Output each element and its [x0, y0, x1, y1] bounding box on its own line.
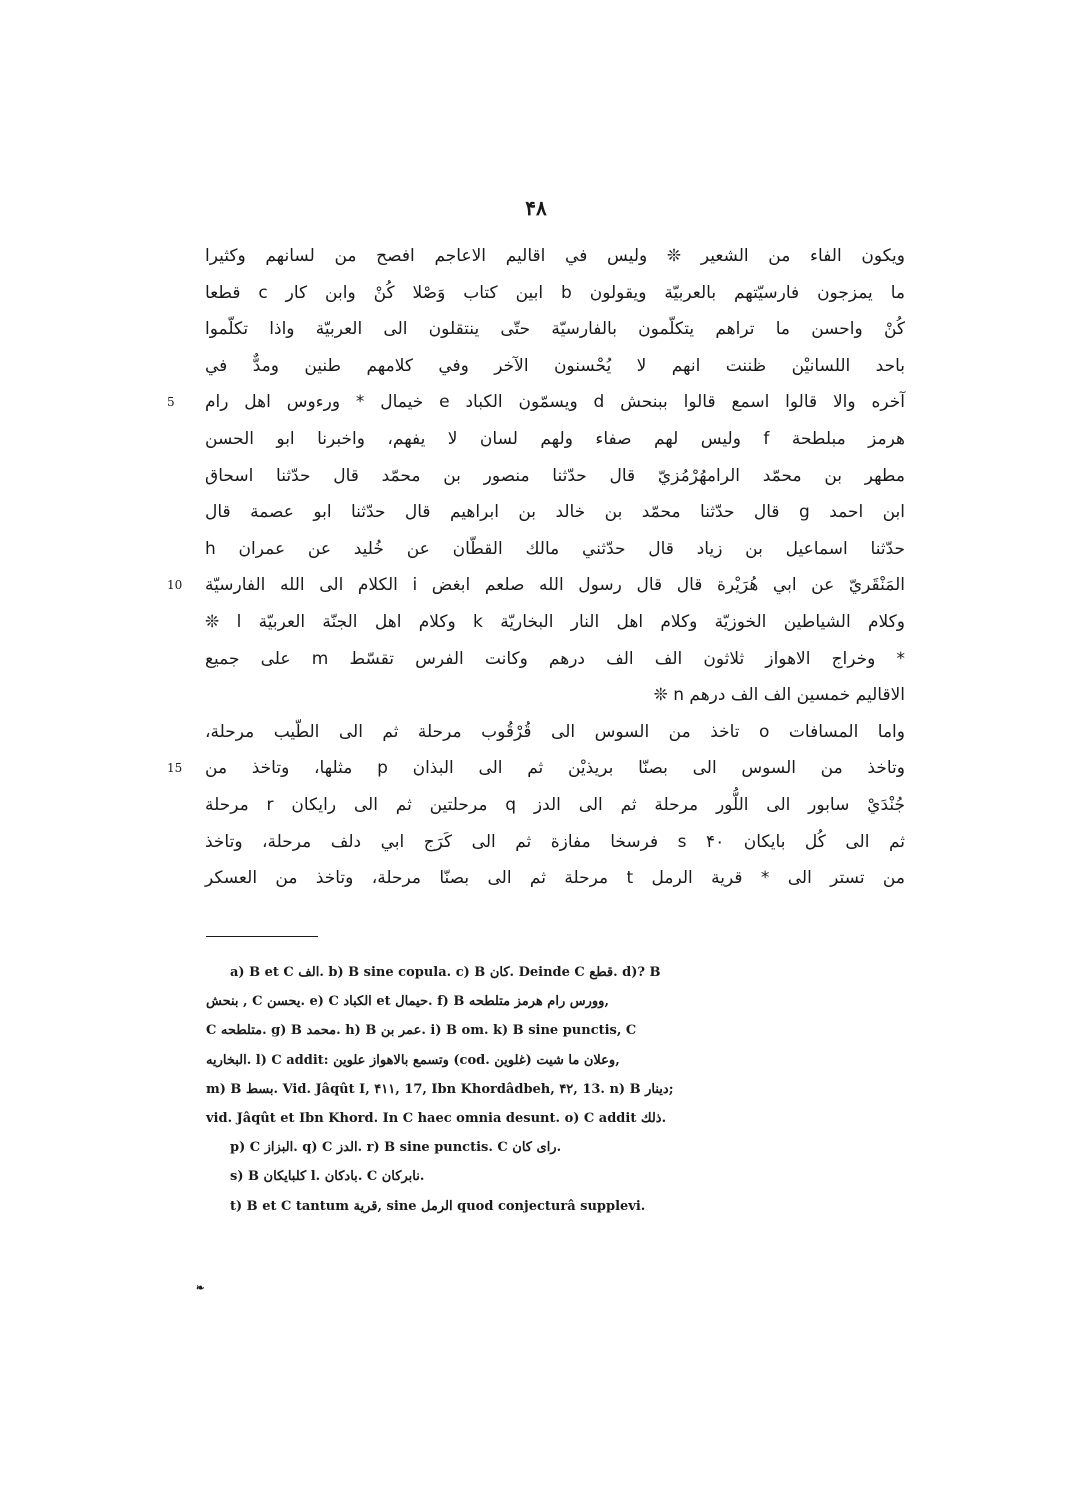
arabic-line-text: حدّثنا اسماعيل بن زياد قال حدّثني مالك القطّان عن خُليد عن عمران h [205, 538, 905, 559]
arabic-line [205, 275, 905, 312]
arabic-line-text: مطهر بن محمّد الرامهُرْمُزيّ قال حدّثنا منصور بن محمّد قال حدّثنا اسحاق [205, 465, 905, 486]
footnote-line: بنحش , C يحسن. e) C الكباد et حيمال. f) B وورس رام هرمز متلطحه, [206, 994, 609, 1010]
footnotes [206, 958, 866, 1221]
arabic-line [167, 567, 905, 604]
footnote-line: البخاريه. l) C addit: وتسمع بالاهواز علوين (cod. غلوين) وعلان ما شيت, [206, 1052, 620, 1068]
arabic-line [205, 458, 905, 495]
arabic-line-text: كُنْ واحسن ما تراهم يتكلّمون بالفارسيّة حتّى ينتقلون الى العربيّة واذا تكلّموا [205, 319, 905, 340]
line-number: 5 [167, 395, 175, 410]
arabic-line-text: جُنْدَيْ سابور الى اللُّور مرحلة ثم الى الدز q مرحلتين ثم الى رايكان r مرحلة [205, 794, 906, 815]
arabic-line-text: ابن احمد g قال حدّثنا محمّد بن خالد بن ابراهيم قال حدّثنا ابو عصمة قال [205, 502, 906, 523]
arabic-line-text: المَنْقَريّ عن ابي هُرَيْرة قال قال رسول الله صلعم ابغض i الكلام الى الله الفارسيّة [205, 575, 905, 596]
arabic-line-text: ويكون الفاء من الشعير ❊ وليس في اقاليم الاعاجم افصح من لسانهم وكثيرا [205, 246, 905, 266]
arabic-line-text: باحد اللسانيْن ظننت انهم لا يُحْسنون الآخر وفي كلامهم طنين ومدٌّ في [205, 355, 905, 376]
arabic-line [205, 421, 905, 458]
arabic-line [205, 604, 905, 641]
arabic-line [205, 494, 905, 531]
arabic-line-text: * وخراج الاهواز ثلاثون الف الف درهم وكانت الفرس تقسّط m على جميع [205, 648, 905, 669]
printer-mark-icon: ❧ [196, 1283, 205, 1294]
footnote-line: p) C البزاز. q) C الدز. r) B sine punctis. C راى كان. [230, 1140, 562, 1156]
arabic-line [205, 860, 905, 897]
arabic-line-text: الاقاليم خمسين الف الف درهم n ❊ [653, 685, 905, 706]
arabic-line [205, 677, 905, 714]
footnote-line: a) B et C الف. b) B sine copula. c) B كان. Deinde C قطع. d)? B [230, 965, 661, 980]
arabic-line-text: هرمز مبلطحة f وليس لهم صفاء ولهم لسان لا يفهم، واخبرنا ابو الحسن [205, 428, 905, 449]
arabic-line [205, 348, 905, 385]
arabic-line-text: واما المسافات o تاخذ من السوس الى قُرْقُوب مرحلة ثم الى الطّيب مرحلة، [205, 721, 905, 742]
main-arabic-text [167, 238, 906, 897]
footnote-line: C متلطحه. g) B محمد. h) B عمر بن. i) B om. k) B sine punctis, C [206, 1023, 637, 1039]
arabic-line [205, 787, 905, 824]
arabic-line [167, 750, 905, 787]
arabic-line-text: آخره والا قالوا اسمع قالوا ببنحش d ويسمّون الكباد e خيمال * ورءوس اهل رام [205, 392, 905, 413]
arabic-line-text: وكلام الشياطين الخوزيّة وكلام اهل النار البخاريّة k وكلام اهل الجنّة العربيّة l ❊ [205, 611, 905, 632]
footnote-line: vid. Jâqût et Ibn Khord. In C haec omnia desunt. o) C addit ذلك. [206, 1110, 667, 1126]
footnote-line: s) B كلبايكان l. بادكان. C نابركان. [230, 1169, 425, 1185]
footnote-line: t) B et C tantum قرية, sine الرمل quod conjecturâ supplevi. [230, 1198, 646, 1214]
arabic-line-text: من تستر الى * قرية الرمل t مرحلة ثم الى بصنّا مرحلة، وتاخذ من العسكر [205, 868, 905, 889]
arabic-line-text: ثم الى كُل بايكان s ۴۰ فرسخا مفازة ثم الى كَرَج ابي دلف مرحلة، وتاخذ [205, 831, 905, 852]
arabic-line [205, 531, 905, 568]
arabic-line-text: ما يمزجون فارسيّتهم بالعربيّة ويقولون b ابين كتاب وَصْلا كُنْ وابن كار c قطعا [205, 282, 905, 303]
line-number: 15 [167, 761, 183, 776]
arabic-line [205, 714, 905, 751]
arabic-line [205, 641, 905, 678]
arabic-line [205, 238, 905, 275]
footnote-separator [206, 936, 318, 937]
line-number: 10 [167, 578, 183, 593]
footnote-line: m) B بسط. Vid. Jâqût I, ۴۱۱, 17, Ibn Khordâdbeh, ۴۲, 13. n) B دينار; [206, 1081, 674, 1097]
arabic-line [205, 311, 905, 348]
arabic-line [167, 384, 905, 421]
page-number: ۴۸ [525, 196, 547, 220]
arabic-line [205, 824, 905, 861]
arabic-line-text: وتاخذ من السوس الى بصنّا بريذيْن ثم الى البذان p مثلها، وتاخذ من [205, 758, 905, 779]
